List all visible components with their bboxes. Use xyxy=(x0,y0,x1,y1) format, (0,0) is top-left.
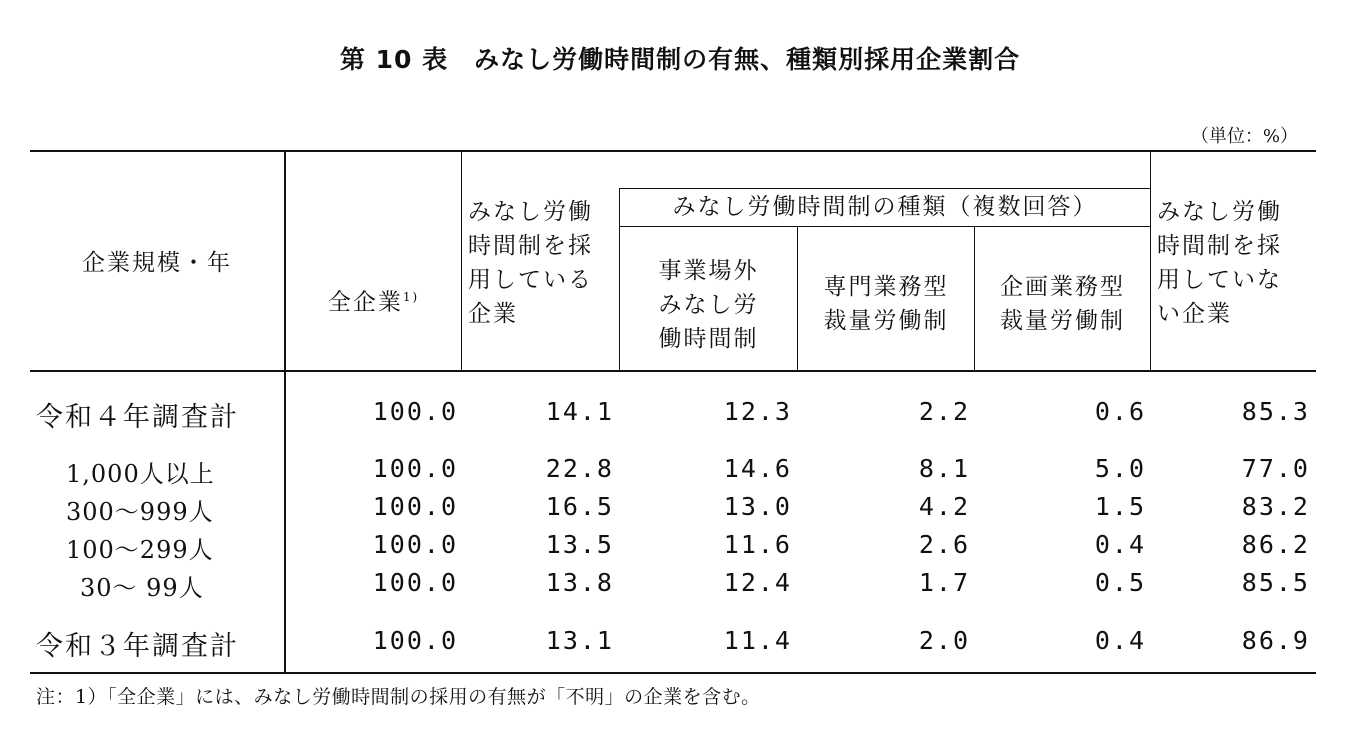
table-cell: 12.4 xyxy=(723,568,792,597)
table-cell: 2.2 xyxy=(918,397,970,426)
header-bottom-rule xyxy=(30,370,1316,372)
row-label: 30〜 99人 xyxy=(80,574,204,602)
table-cell: 100.0 xyxy=(372,626,458,655)
col-divider-label xyxy=(284,150,286,674)
row-label: 1,000人以上 xyxy=(66,460,215,488)
header-type-outside: 事業場外 みなし労 働時間制 xyxy=(658,258,759,352)
row-label: 300〜999人 xyxy=(66,498,214,526)
table-cell: 86.9 xyxy=(1241,626,1310,655)
col-divider-all xyxy=(461,150,462,371)
row-label: 100〜299人 xyxy=(66,536,214,564)
table-cell: 85.3 xyxy=(1241,397,1310,426)
col-divider-planning xyxy=(1150,150,1151,371)
table-cell: 8.1 xyxy=(918,454,970,483)
table-cell: 0.6 xyxy=(1094,397,1146,426)
table-cell: 1.7 xyxy=(918,568,970,597)
table-cell: 100.0 xyxy=(372,492,458,521)
unit-label: （単位：%） xyxy=(1190,126,1298,147)
table-cell: 13.5 xyxy=(545,530,614,559)
header-all-label: 全企業 xyxy=(327,289,403,316)
table-cell: 86.2 xyxy=(1241,530,1310,559)
table-cell: 1.5 xyxy=(1094,492,1146,521)
header-all-companies xyxy=(286,246,461,320)
table-title: 第 10 表 みなし労働時間制の有無、種類別採用企業割合 xyxy=(339,45,1021,74)
table-cell: 4.2 xyxy=(918,492,970,521)
table-cell: 83.2 xyxy=(1241,492,1310,521)
table-cell: 16.5 xyxy=(545,492,614,521)
table-cell: 100.0 xyxy=(372,397,458,426)
header-type-planning: 企画業務型 裁量労働制 xyxy=(1000,274,1125,334)
table-cell: 0.4 xyxy=(1094,626,1146,655)
table-cell: 0.4 xyxy=(1094,530,1146,559)
header-type-professional: 専門業務型 裁量労働制 xyxy=(823,274,949,334)
header-types-group: みなし労働時間制の種類（複数回答） xyxy=(672,194,1098,220)
header-all-note-ref: 1) xyxy=(402,290,420,304)
table-cell: 77.0 xyxy=(1241,454,1310,483)
header-size-year: 企業規模・年 xyxy=(82,250,232,276)
table-cell: 13.0 xyxy=(723,492,792,521)
table-cell: 2.6 xyxy=(918,530,970,559)
table-cell: 100.0 xyxy=(372,568,458,597)
table-cell: 85.5 xyxy=(1241,568,1310,597)
group-bottom-rule xyxy=(619,226,1151,227)
table-cell: 2.0 xyxy=(918,626,970,655)
table-cell: 5.0 xyxy=(1094,454,1146,483)
table-cell: 11.6 xyxy=(723,530,792,559)
group-top-rule xyxy=(619,188,1151,189)
table-cell: 13.1 xyxy=(545,626,614,655)
header-not-adopting: みなし労働 時間制を採 用していな い企業 xyxy=(1157,199,1282,327)
table-cell: 14.6 xyxy=(723,454,792,483)
table-cell: 11.4 xyxy=(723,626,792,655)
header-adopting: みなし労働 時間制を採 用している 企業 xyxy=(468,199,593,327)
table-cell: 100.0 xyxy=(372,530,458,559)
table-cell: 13.8 xyxy=(545,568,614,597)
row-label: 令和３年調査計 xyxy=(36,631,239,662)
row-label: 令和４年調査計 xyxy=(36,402,239,433)
table-cell: 22.8 xyxy=(545,454,614,483)
table-cell: 14.1 xyxy=(545,397,614,426)
table-cell: 12.3 xyxy=(723,397,792,426)
table-top-rule xyxy=(30,150,1316,152)
table-bottom-rule xyxy=(30,672,1316,674)
footnote: 注：1）「全企業」には、みなし労働時間制の採用の有無が「不明」の企業を含む。 xyxy=(36,686,761,708)
table-cell: 100.0 xyxy=(372,454,458,483)
table-cell: 0.5 xyxy=(1094,568,1146,597)
